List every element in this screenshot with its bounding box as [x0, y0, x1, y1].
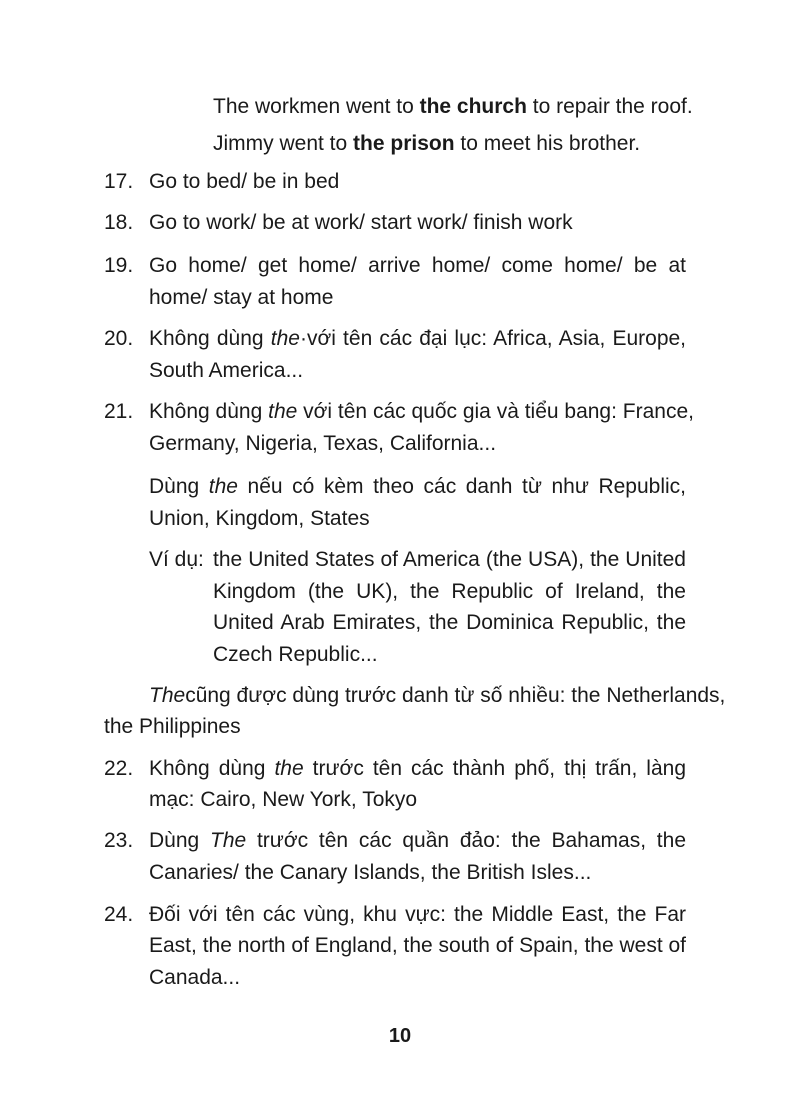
example-text: to repair the roof. — [526, 95, 693, 118]
item-number: 17. — [104, 170, 134, 193]
example-text: to meet his brother. — [454, 132, 641, 155]
item-number: 22. — [104, 757, 134, 780]
item-22-line1 — [149, 758, 686, 779]
item-emphasis: the — [208, 475, 238, 498]
item-text: trước tên các thành phố, thị trấn, làng — [303, 757, 687, 780]
item-text: Dùng — [149, 829, 210, 852]
item-24-line1: Đối với tên các vùng, khu vực: the Middle East, the Far — [149, 903, 686, 926]
item-number: 21. — [104, 400, 134, 423]
item-text: nếu có kèm theo các danh từ như Republic, — [237, 475, 686, 498]
item-text: Dùng — [149, 475, 209, 498]
item-18-text: Go to work/ be at work/ start work/ finish work — [149, 211, 573, 234]
item-21-note-line2: Union, Kingdom, States — [149, 507, 370, 530]
item-22-line2: mạc: Cairo, New York, Tokyo — [149, 788, 418, 811]
example-line1: the United States of America (the USA), the United — [213, 548, 686, 571]
plural-note-line1 — [149, 684, 726, 707]
item-text: trước tên các quần đảo: the Bahamas, the — [246, 829, 687, 852]
item-text: Không dùng — [149, 327, 271, 350]
item-23-line1 — [149, 830, 686, 851]
item-21-line1 — [149, 400, 694, 423]
example-bold: the church — [419, 95, 527, 118]
example-prison — [213, 133, 640, 154]
item-number: 20. — [104, 327, 134, 350]
item-emphasis: The — [210, 829, 247, 852]
item-text: Không dùng — [149, 400, 269, 423]
item-emphasis: the — [268, 400, 298, 423]
item-19-line1: Go home/ get home/ arrive home/ come home/ be at — [149, 254, 686, 277]
item-24-line2: East, the north of England, the south of Spain, the west of — [149, 934, 687, 957]
example-line4: Czech Republic... — [213, 643, 378, 666]
item-23-line2: Canaries/ the Canary Islands, the British Isles... — [149, 861, 592, 884]
item-number: 18. — [104, 211, 134, 234]
example-text: The workmen went to — [213, 95, 420, 118]
item-20-line2: South America... — [149, 359, 304, 382]
item-text: Không dùng — [149, 757, 275, 780]
item-21-note-line1 — [149, 476, 686, 497]
page-number: 10 — [388, 1025, 412, 1047]
plural-note-line2: the Philippines — [104, 715, 241, 738]
item-24-line3: Canada... — [149, 966, 241, 989]
item-17-text: Go to bed/ be in bed — [149, 170, 340, 193]
item-21-line2: Germany, Nigeria, Texas, California... — [149, 432, 497, 455]
example-line3: United Arab Emirates, the Dominica Republic, the — [213, 611, 686, 634]
item-text: ·với tên các đại lục: Africa, Asia, Europe, — [299, 327, 687, 350]
item-number: 19. — [104, 254, 134, 277]
example-label: Ví dụ: — [149, 548, 204, 571]
example-line2: Kingdom (the UK), the Republic of Ireland, the — [213, 580, 686, 603]
example-bold: the prison — [353, 132, 455, 155]
item-emphasis: the — [270, 327, 300, 350]
item-20-line1 — [149, 328, 686, 349]
item-text: cũng được dùng trước danh từ số nhiều: the Netherlands, — [185, 684, 726, 707]
item-emphasis: the — [274, 757, 304, 780]
item-19-line2: home/ stay at home — [149, 286, 334, 309]
example-text: Jimmy went to — [213, 132, 354, 155]
item-emphasis: The — [149, 684, 186, 707]
example-church — [213, 96, 693, 117]
item-number: 23. — [104, 829, 134, 852]
item-text: với tên các quốc gia và tiểu bang: France, — [297, 400, 694, 423]
item-number: 24. — [104, 903, 134, 926]
